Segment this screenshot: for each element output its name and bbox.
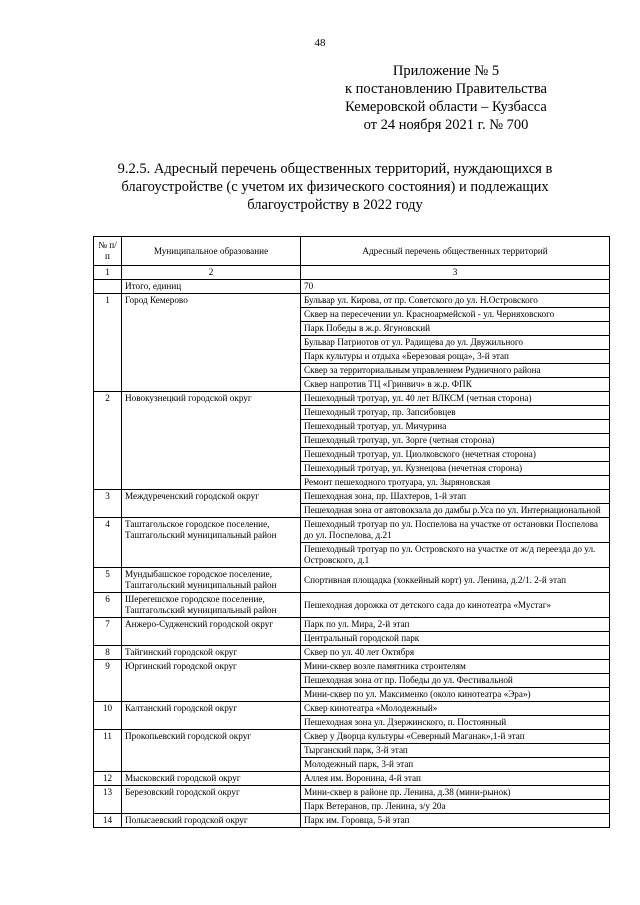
row-number: 10: [94, 702, 122, 730]
row-number: 5: [94, 568, 122, 593]
territory-cell: Мини-сквер в районе пр. Ленина, д.38 (мини-рынок): [301, 786, 610, 800]
territory-cell: Пешеходный тротуар, ул. Зорге (четная сторона): [301, 434, 610, 448]
row-number: 14: [94, 814, 122, 828]
municipality-cell: Березовский городской округ: [122, 786, 301, 814]
total-empty-cell: [94, 280, 122, 294]
header-number: № п/п: [94, 237, 122, 266]
territory-cell: Бульвар ул. Кирова, от пр. Советского до ул. Н.Островского: [301, 294, 610, 308]
table-row: [94, 490, 610, 504]
territory-cell: Парк Ветеранов, пр. Ленина, з/у 20а: [301, 800, 610, 814]
column-number: 3: [301, 266, 610, 280]
document-heading: 9.2.5. Адресный перечень общественных территорий, нуждающихся в благоустройстве (с учетом их физического состояния) и подлежащих благоустройству в 2022 году: [117, 161, 553, 213]
territory-cell: Пешеходный тротуар по ул. Островского на участке от ж/д переезда до ул. Островского, д.1: [301, 543, 610, 568]
municipality-cell: Междуреченский городской округ: [122, 490, 301, 518]
municipality-cell: Мундыбашское городское поселение, Таштагольский муниципальный район: [122, 568, 301, 593]
table-row: [94, 568, 610, 593]
total-label: Итого, единиц: [122, 280, 301, 294]
page-number: 48: [314, 37, 326, 49]
row-number: 8: [94, 646, 122, 660]
row-number: 11: [94, 730, 122, 772]
territory-cell: Парк им. Горовца, 5-й этап: [301, 814, 610, 828]
table-row: [94, 772, 610, 786]
table-row: [94, 660, 610, 674]
territory-cell: Сквер кинотеатра «Молодежный»: [301, 702, 610, 716]
table-row: [94, 294, 610, 308]
table-row: [94, 593, 610, 618]
row-number: 2: [94, 392, 122, 490]
territory-cell: Спортивная площадка (хоккейный корт) ул. Ленина, д.2/1. 2-й этап: [301, 568, 610, 593]
appendix-block: [345, 62, 547, 134]
territory-cell: Пешеходная зона от пр. Победы до ул. Фестивальной: [301, 674, 610, 688]
territory-cell: Пешеходный тротуар, ул. Кузнецова (нечетная сторона): [301, 462, 610, 476]
table-row: [94, 814, 610, 828]
municipality-cell: Таштагольское городское поселение, Таштагольский муниципальный район: [122, 518, 301, 568]
territory-cell: Пешеходная зона ул. Дзержинского, п. Постоянный: [301, 716, 610, 730]
territory-cell: Сквер по ул. 40 лет Октября: [301, 646, 610, 660]
row-number: 3: [94, 490, 122, 518]
appendix-line: Кемеровской области – Кузбасса: [345, 99, 547, 115]
municipality-cell: Шерегешское городское поселение, Таштагольский муниципальный район: [122, 593, 301, 618]
territory-cell: Бульвар Патриотов от ул. Радищева до ул. Двужильного: [301, 336, 610, 350]
territory-cell: Сквер за территориальным управлением Рудничного района: [301, 364, 610, 378]
total-row: [94, 280, 610, 294]
appendix-line: к постановлению Правительства: [345, 81, 547, 97]
municipality-cell: Прокопьевский городской округ: [122, 730, 301, 772]
territory-cell: Парк по ул. Мира, 2-й этап: [301, 618, 610, 632]
table-row: [94, 730, 610, 744]
row-number: 6: [94, 593, 122, 618]
territory-cell: Сквер напротив ТЦ «Гринвич» в ж.р. ФПК: [301, 378, 610, 392]
row-number: 12: [94, 772, 122, 786]
municipality-cell: Юргинский городской округ: [122, 660, 301, 702]
territory-cell: Центральный городской парк: [301, 632, 610, 646]
territory-cell: Мини-сквер по ул. Максименко (около кинотеатра «Эра»): [301, 688, 610, 702]
table-row: [94, 702, 610, 716]
territory-cell: Тырганский парк, 3-й этап: [301, 744, 610, 758]
territory-table: [93, 236, 610, 828]
table-row: [94, 518, 610, 543]
municipality-cell: Анжеро-Судженский городской округ: [122, 618, 301, 646]
column-number: 2: [122, 266, 301, 280]
table-row: [94, 618, 610, 632]
municipality-cell: Калтанский городской округ: [122, 702, 301, 730]
territory-cell: Мини-сквер возле памятника строителям: [301, 660, 610, 674]
territory-cell: Пешеходный тротуар, ул. Мичурина: [301, 420, 610, 434]
territory-cell: Пешеходная дорожка от детского сада до кинотеатра «Мустаг»: [301, 593, 610, 618]
municipality-cell: Тайгинский городской округ: [122, 646, 301, 660]
header-territories: Адресный перечень общественных территорий: [301, 237, 610, 266]
territory-cell: Сквер у Дворца культуры «Северный Маганак»,1-й этап: [301, 730, 610, 744]
territory-cell: Сквер на пересечении ул. Красноармейской - ул. Черняховского: [301, 308, 610, 322]
territory-cell: Ремонт пешеходного тротуара, ул. Зыряновская: [301, 476, 610, 490]
municipality-cell: Новокузнецкий городской округ: [122, 392, 301, 490]
row-number: 4: [94, 518, 122, 568]
header-municipality: Муниципальное образование: [122, 237, 301, 266]
table-row: [94, 646, 610, 660]
territory-cell: Молодежный парк, 3-й этап: [301, 758, 610, 772]
territory-cell: Парк Победы в ж.р. Ягуновский: [301, 322, 610, 336]
territory-cell: Парк культуры и отдыха «Березовая роща», 3-й этап: [301, 350, 610, 364]
appendix-line: от 24 ноября 2021 г. № 700: [363, 117, 529, 133]
territory-cell: Пешеходный тротуар, ул. Циолковского (нечетная сторона): [301, 448, 610, 462]
row-number: 13: [94, 786, 122, 814]
column-number: 1: [94, 266, 122, 280]
territory-cell: Пешеходный тротуар, ул. 40 лет ВЛКСМ (четная сторона): [301, 392, 610, 406]
table-header-row: [94, 237, 610, 266]
territory-cell: Пешеходный тротуар по ул. Поспелова на участке от остановки Поспелова до ул. Поспелова, д.21: [301, 518, 610, 543]
municipality-cell: Мысковский городской округ: [122, 772, 301, 786]
municipality-cell: Полысаевский городской округ: [122, 814, 301, 828]
territory-cell: Пешеходная зона, пр. Шахтеров, 1-й этап: [301, 490, 610, 504]
table-row: [94, 392, 610, 406]
appendix-line: Приложение № 5: [392, 63, 500, 79]
territory-cell: Пешеходный тротуар, пр. Запсибовцев: [301, 406, 610, 420]
total-value: 70: [301, 280, 610, 294]
table-body: [94, 294, 610, 828]
row-number: 1: [94, 294, 122, 392]
municipality-cell: Город Кемерово: [122, 294, 301, 392]
territory-cell: Пешеходная зона от автовокзала до дамбы р.Уса по ул. Интернациональной: [301, 504, 610, 518]
territory-cell: Аллея им. Воронина, 4-й этап: [301, 772, 610, 786]
row-number: 7: [94, 618, 122, 646]
column-number-row: [94, 266, 610, 280]
table-row: [94, 786, 610, 800]
row-number: 9: [94, 660, 122, 702]
